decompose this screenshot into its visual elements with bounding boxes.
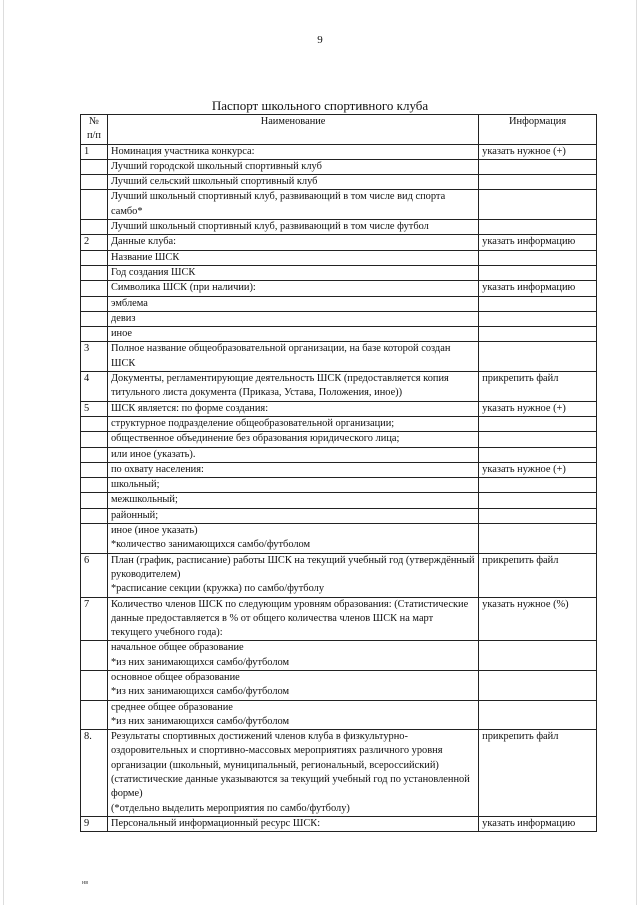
- table-row: [81, 220, 597, 235]
- row-name: Название ШСК: [107, 250, 478, 265]
- row-info: указать информацию: [479, 281, 597, 296]
- row-number: [81, 416, 108, 431]
- row-name: структурное подразделение общеобразовательной организации;: [107, 416, 478, 431]
- row-info: [479, 478, 597, 493]
- row-number: 7: [81, 597, 108, 641]
- table-row: [81, 190, 597, 220]
- row-info: [479, 447, 597, 462]
- table-row: [81, 641, 597, 671]
- footer-mark: нв: [82, 880, 89, 886]
- row-info: [479, 342, 597, 372]
- table-row: [81, 447, 597, 462]
- row-info: указать нужное (%): [479, 597, 597, 641]
- row-name: Лучший школьный спортивный клуб, развивающий в том числе футбол: [107, 220, 478, 235]
- row-number: 4: [81, 372, 108, 402]
- row-info: указать нужное (+): [479, 462, 597, 477]
- row-name: иное (иное указать) *количество занимающихся самбо/футболом: [107, 524, 478, 554]
- table-row: [81, 250, 597, 265]
- row-info: [479, 296, 597, 311]
- table-row: [81, 327, 597, 342]
- row-number: [81, 508, 108, 523]
- row-name: среднее общее образование *из них занимающихся самбо/футболом: [107, 700, 478, 730]
- table-row: [81, 432, 597, 447]
- row-number: [81, 493, 108, 508]
- header-number: № п/п: [81, 115, 108, 145]
- row-info: [479, 190, 597, 220]
- row-info: [479, 524, 597, 554]
- row-number: [81, 447, 108, 462]
- row-info: [479, 700, 597, 730]
- row-name: Лучший школьный спортивный клуб, развивающий в том числе вид спорта самбо*: [107, 190, 478, 220]
- row-number: [81, 311, 108, 326]
- row-number: [81, 265, 108, 280]
- table-row: [81, 700, 597, 730]
- row-name: эмблема: [107, 296, 478, 311]
- row-info: [479, 220, 597, 235]
- table-row: [81, 296, 597, 311]
- row-info: [479, 493, 597, 508]
- header-info: Информация: [479, 115, 597, 145]
- table-row: [81, 175, 597, 190]
- row-info: [479, 265, 597, 280]
- row-number: [81, 281, 108, 296]
- row-name: Номинация участника конкурса:: [107, 144, 478, 159]
- table-row: [81, 342, 597, 372]
- row-info: [479, 311, 597, 326]
- row-name: Полное название общеобразовательной организации, на базе которой создан ШСК: [107, 342, 478, 372]
- row-info: указать нужное (+): [479, 144, 597, 159]
- row-info: [479, 641, 597, 671]
- table-header-row: [81, 115, 597, 145]
- table-row: [81, 235, 597, 250]
- row-name: Символика ШСК (при наличии):: [107, 281, 478, 296]
- row-info: [479, 416, 597, 431]
- document-title: Паспорт школьного спортивного клуба: [211, 98, 429, 113]
- row-name: начальное общее образование *из них занимающихся самбо/футболом: [107, 641, 478, 671]
- row-info: прикрепить файл: [479, 730, 597, 817]
- row-number: [81, 296, 108, 311]
- row-info: [479, 327, 597, 342]
- table-row: [81, 265, 597, 280]
- row-number: [81, 220, 108, 235]
- table-row: [81, 670, 597, 700]
- row-number: 1: [81, 144, 108, 159]
- row-name: Лучший городской школьный спортивный клуб: [107, 159, 478, 174]
- table-row: [81, 401, 597, 416]
- row-info: [479, 175, 597, 190]
- row-name: План (график, расписание) работы ШСК на текущий учебный год (утверждённый руководителем) *расписание секции (кружка) по самбо/футболу: [107, 553, 478, 597]
- row-info: указать информацию: [479, 816, 597, 831]
- row-name: Результаты спортивных достижений членов клуба в физкультурно-оздоровительных и спортивно-массовых мероприятиях различного уровня организации (школьный, муниципальный, региональный, всероссийский) (статистические данные указываются за текущий учебный год по установленной форме) (*отдельно выделить мероприятия по самбо/футболу): [107, 730, 478, 817]
- table-row: [81, 730, 597, 817]
- row-info: [479, 159, 597, 174]
- page-number: 9: [317, 34, 323, 46]
- table-row: [81, 159, 597, 174]
- row-name: общественное объединение без образования юридического лица;: [107, 432, 478, 447]
- table-row: [81, 524, 597, 554]
- row-name: или иное (указать).: [107, 447, 478, 462]
- row-number: 5: [81, 401, 108, 416]
- table-row: [81, 508, 597, 523]
- table-row: [81, 144, 597, 159]
- row-number: [81, 175, 108, 190]
- table-row: [81, 462, 597, 477]
- row-number: 2: [81, 235, 108, 250]
- row-name: Персональный информационный ресурс ШСК:: [107, 816, 478, 831]
- table-row: [81, 311, 597, 326]
- table-row: [81, 416, 597, 431]
- row-number: 3: [81, 342, 108, 372]
- header-name: Наименование: [107, 115, 478, 145]
- row-name: Документы, регламентирующие деятельность ШСК (предоставляется копия титульного листа документа (Приказа, Устава, Положения, иное)): [107, 372, 478, 402]
- row-number: 6: [81, 553, 108, 597]
- row-number: [81, 524, 108, 554]
- row-name: девиз: [107, 311, 478, 326]
- row-number: [81, 700, 108, 730]
- scan-edge-right: [636, 0, 637, 905]
- row-number: [81, 190, 108, 220]
- table-row: [81, 493, 597, 508]
- row-name: ШСК является: по форме создания:: [107, 401, 478, 416]
- table-row: [81, 372, 597, 402]
- row-name: районный;: [107, 508, 478, 523]
- row-info: [479, 670, 597, 700]
- row-number: [81, 641, 108, 671]
- row-number: 8.: [81, 730, 108, 817]
- row-number: [81, 462, 108, 477]
- row-number: 9: [81, 816, 108, 831]
- row-info: указать информацию: [479, 235, 597, 250]
- row-info: [479, 508, 597, 523]
- row-name: Лучший сельский школьный спортивный клуб: [107, 175, 478, 190]
- table-body: [81, 144, 597, 832]
- row-name: по охвату населения:: [107, 462, 478, 477]
- row-name: межшкольный;: [107, 493, 478, 508]
- row-name: Данные клуба:: [107, 235, 478, 250]
- row-name: школьный;: [107, 478, 478, 493]
- table-row: [81, 478, 597, 493]
- table-row: [81, 281, 597, 296]
- club-passport-table: [80, 114, 597, 832]
- row-info: [479, 250, 597, 265]
- row-info: указать нужное (+): [479, 401, 597, 416]
- row-info: прикрепить файл: [479, 372, 597, 402]
- row-name: Год создания ШСК: [107, 265, 478, 280]
- row-name: Количество членов ШСК по следующим уровням образования: (Статистические данные предоставляется в % от общего количества членов ШСК на март текущего учебного года):: [107, 597, 478, 641]
- row-number: [81, 670, 108, 700]
- table-row: [81, 553, 597, 597]
- row-number: [81, 250, 108, 265]
- row-name: основное общее образование *из них занимающихся самбо/футболом: [107, 670, 478, 700]
- row-number: [81, 478, 108, 493]
- row-name: иное: [107, 327, 478, 342]
- row-number: [81, 159, 108, 174]
- row-number: [81, 327, 108, 342]
- scan-edge-left: [3, 0, 4, 905]
- table-row: [81, 597, 597, 641]
- row-info: прикрепить файл: [479, 553, 597, 597]
- table-row: [81, 816, 597, 831]
- row-number: [81, 432, 108, 447]
- row-info: [479, 432, 597, 447]
